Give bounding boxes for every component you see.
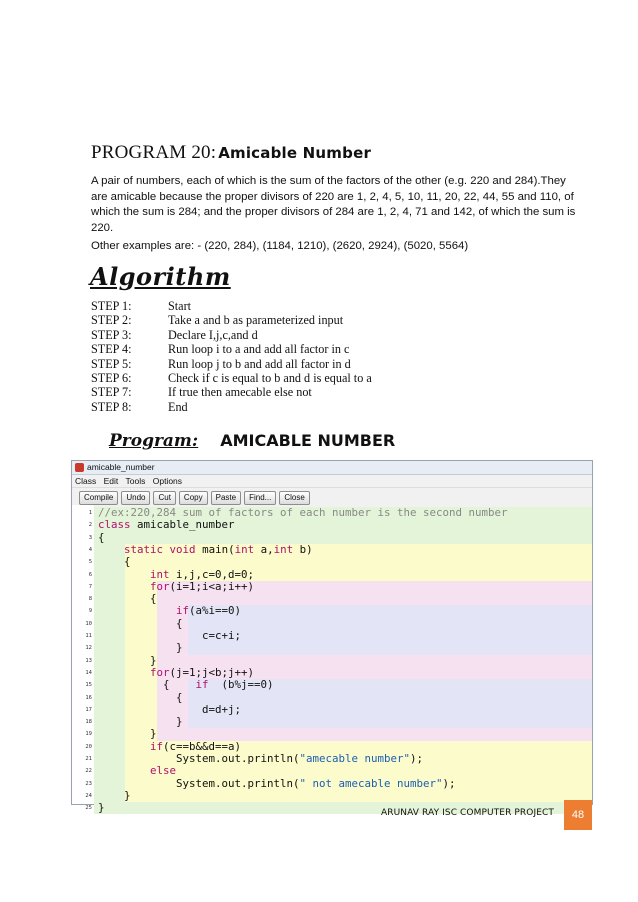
step-label: STEP 6: (91, 371, 132, 386)
code-line: } (98, 653, 157, 667)
menu-tools[interactable]: Tools (125, 476, 146, 486)
code-line: for(i=1;i<a;i++) (150, 579, 255, 593)
step-label: STEP 4: (91, 342, 132, 357)
step-text: Run loop i to a and add all factor in c (168, 342, 350, 357)
step-label: STEP 8: (91, 399, 132, 414)
undo-button[interactable]: Undo (121, 491, 150, 505)
ide-title-bar (72, 461, 592, 475)
examples-paragraph: Other examples are: - (220, 284), (1184, 1210), (2620, 2924), (5020, 5564) (91, 240, 469, 252)
line-number: 20 (85, 743, 92, 750)
paste-button[interactable]: Paste (211, 491, 241, 505)
program-label: Program: (109, 431, 199, 451)
line-number: 22 (85, 768, 92, 775)
code-line: if(a%i==0) (176, 604, 242, 618)
line-number: 25 (85, 805, 92, 812)
code-line: d=d+j; (98, 702, 242, 716)
line-number: 18 (85, 719, 92, 726)
program-number: PROGRAM 20: (91, 142, 217, 163)
code-line: { if (b%j==0) (98, 678, 274, 692)
step-text: Declare I,j,c,and d (168, 327, 258, 342)
line-number: 12 (85, 645, 92, 652)
algorithm-step (91, 299, 372, 313)
step-text: End (168, 399, 188, 414)
ide-menu-bar (72, 475, 592, 488)
code-line: { (98, 616, 183, 630)
code-line: { (98, 690, 183, 704)
close-button[interactable]: Close (279, 491, 309, 505)
program-title (91, 142, 371, 164)
line-number: 13 (85, 657, 92, 664)
step-label: STEP 7: (91, 385, 132, 400)
program-name: Amicable Number (218, 144, 372, 162)
code-line: class amicable_number (98, 518, 235, 532)
code-line: else (150, 764, 177, 778)
line-number: 8 (88, 596, 92, 603)
code-line: { (98, 555, 131, 569)
compile-button[interactable]: Compile (79, 491, 118, 505)
code-line: { (98, 592, 157, 606)
menu-class[interactable]: Class (75, 476, 97, 486)
code-line: System.out.println("amecable number"); (98, 752, 424, 765)
menu-options[interactable]: Options (152, 476, 183, 486)
cut-button[interactable]: Cut (153, 491, 175, 505)
code-line: System.out.println(" not amecable number"); (98, 776, 456, 790)
line-number: 24 (85, 792, 92, 799)
step-text: If true then amecable else not (168, 385, 312, 400)
algorithm-steps (91, 299, 372, 414)
step-text: Start (168, 299, 192, 313)
step-label: STEP 1: (91, 299, 132, 313)
algorithm-step (91, 313, 372, 327)
line-number: 11 (85, 633, 92, 639)
line-number: 7 (88, 583, 92, 590)
line-number: 15 (85, 682, 92, 689)
code-line: } (98, 715, 183, 729)
line-number: 4 (88, 546, 92, 553)
step-text: Check if c is equal to b and d is equal to a (168, 371, 372, 386)
ide-window-title: amicable_number (87, 462, 155, 472)
line-number: 6 (88, 571, 92, 578)
code-line: for(j=1;j<b;j++) (150, 665, 255, 679)
algorithm-step (91, 357, 372, 371)
algorithm-step (91, 400, 372, 414)
line-number: 2 (88, 522, 92, 529)
code-line: //ex:220,284 sum of factors of each number is the second number (98, 506, 508, 519)
code-line: static void main(int a,int b) (124, 542, 313, 556)
description-paragraph: A pair of numbers, each of which is the sum of the factors of the other (e.g. 220 and 284).They are amicable because the proper divisors of 220 are 1, 2, 4, 5, 10, 11, 20, 22, 44, 55 and 110, of which the sum is 284; and the proper divisors of 284 are 1, 2, 4, 71 and 142, of which the sum is 220. (91, 175, 576, 234)
algorithm-step (91, 342, 372, 356)
code-line: if(c==b&&d==a) (150, 739, 242, 753)
step-text: Run loop j to b and add all factor in d (168, 356, 351, 371)
step-label: STEP 3: (91, 327, 132, 342)
code-line: } (98, 788, 131, 802)
line-number: 14 (85, 669, 92, 676)
find-button[interactable]: Find... (244, 491, 276, 505)
code-line: } (98, 727, 157, 741)
footer-text: ARUNAV RAY ISC COMPUTER PROJECT (381, 808, 554, 818)
line-number: 1 (88, 510, 92, 516)
code-line: c=c+i; (98, 629, 242, 642)
code-line: } (98, 641, 183, 655)
step-label: STEP 5: (91, 356, 132, 371)
page-number-badge: 48 (564, 800, 592, 830)
line-number: 23 (85, 780, 92, 787)
line-number: 17 (85, 706, 92, 713)
line-number: 5 (88, 559, 92, 566)
line-number: 21 (85, 756, 92, 762)
line-number: 10 (85, 620, 92, 627)
code-line: } (98, 801, 105, 815)
algorithm-step (91, 328, 372, 342)
algorithm-heading: Algorithm (90, 262, 231, 291)
algorithm-step (91, 371, 372, 385)
bluej-app-icon (75, 463, 84, 472)
program-name-heading: AMICABLE NUMBER (220, 431, 396, 450)
line-number: 16 (85, 694, 92, 701)
line-number: 9 (88, 608, 92, 615)
code-line: { (98, 530, 105, 544)
step-label: STEP 2: (91, 313, 132, 328)
code-line: int i,j,c=0,d=0; (150, 567, 255, 581)
line-number: 19 (85, 731, 92, 738)
if-scope-highlight (188, 605, 592, 654)
line-number: 3 (88, 534, 92, 541)
algorithm-step (91, 385, 372, 399)
menu-edit[interactable]: Edit (103, 476, 119, 486)
step-text: Take a and b as parameterized input (168, 313, 344, 328)
copy-button[interactable]: Copy (179, 491, 208, 505)
program-heading (109, 431, 395, 451)
